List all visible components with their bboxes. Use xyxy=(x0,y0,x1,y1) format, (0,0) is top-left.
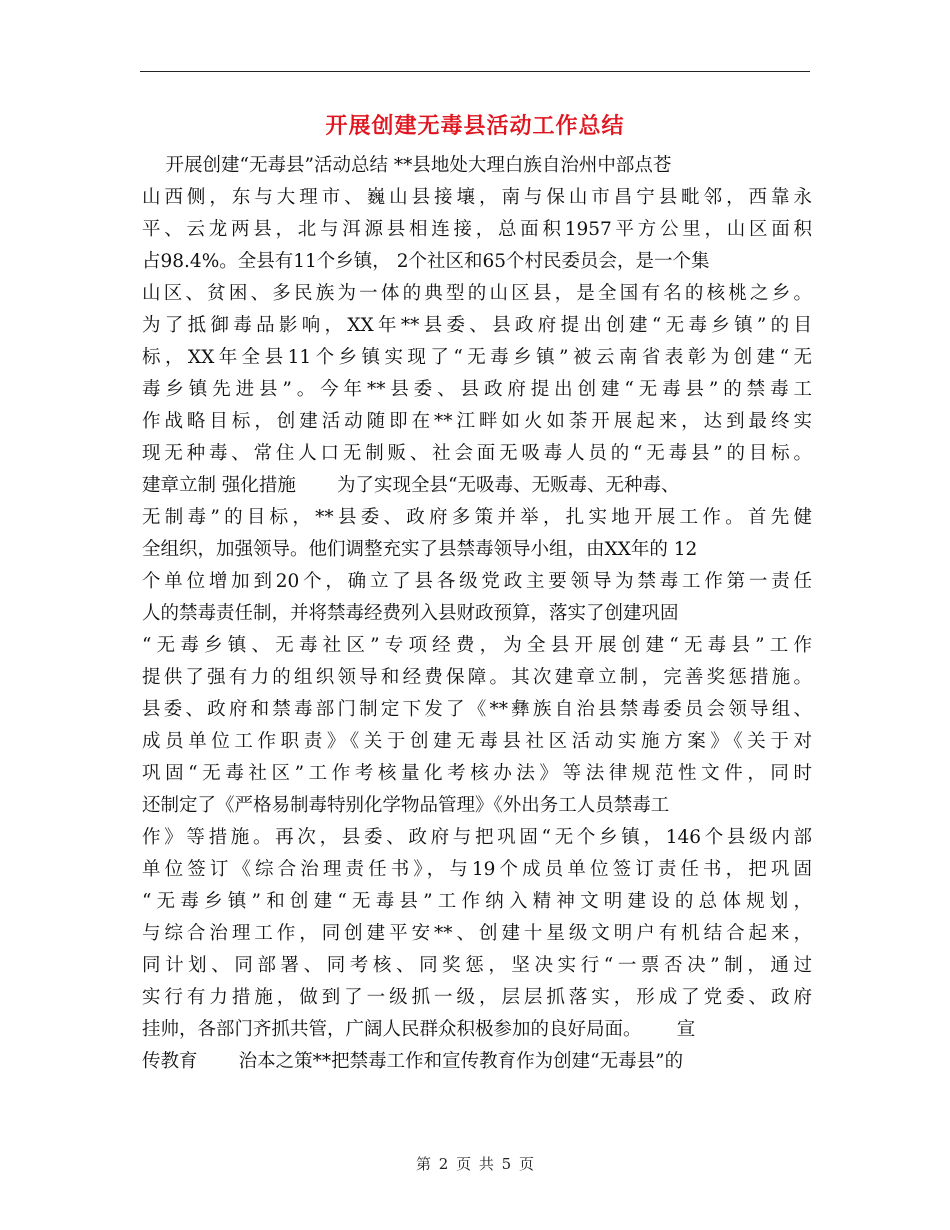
body-line: “无毒乡镇、无毒社区”专项经费，为全县开展创建“无毒县”工作 xyxy=(142,635,812,656)
body-line: 山区、贫困、多民族为一体的典型的山区县，是全国有名的核桃之乡。 xyxy=(142,283,812,304)
body-line: 作战略目标，创建活动随即在**江畔如火如荼开展起来，达到最终实 xyxy=(142,411,812,432)
body-line: 毒乡镇先进县”。今年**县委、县政府提出创建“无毒县”的禁毒工 xyxy=(142,379,812,400)
body-line: 开展创建“无毒县”活动总结 **县地处大理白族自治州中部点苍 xyxy=(142,155,672,176)
body-line: 成员单位工作职责》《关于创建无毒县社区活动实施方案》《关于对 xyxy=(142,731,812,752)
document-body xyxy=(142,150,812,1078)
body-line: 为了抵御毒品影响，XX年**县委、县政府提出创建“无毒乡镇”的目 xyxy=(142,315,812,336)
body-line: 与综合治理工作，同创建平安**、创建十星级文明户有机结合起来， xyxy=(142,923,812,944)
body-line: 占98.4%。全县有11个乡镇， 2个社区和65个村民委员会，是一个集 xyxy=(142,251,710,272)
body-line: 实行有力措施，做到了一级抓一级，层层抓落实，形成了党委、政府 xyxy=(142,987,812,1008)
body-line: 还制定了《严格易制毒特别化学物品管理》《外出务工人员禁毒工 xyxy=(142,795,670,816)
body-line: 作》等措施。再次，县委、政府与把巩固“无个乡镇，146个县级内部 xyxy=(142,827,812,848)
body-line: 无制毒”的目标，**县委、政府多策并举，扎实地开展工作。首先健 xyxy=(142,507,812,528)
header-rule xyxy=(140,71,810,72)
body-line: 传教育 治本之策**把禁毒工作和宣传教育作为创建“无毒县”的 xyxy=(142,1051,684,1072)
body-line: 建章立制 强化措施 为了实现全县“无吸毒、无贩毒、无种毒、 xyxy=(142,475,680,496)
body-line: 个单位增加到20个，确立了县各级党政主要领导为禁毒工作第一责任 xyxy=(142,571,812,592)
page-number-footer: 第 2 页 共 5 页 xyxy=(416,1155,534,1173)
body-line: 挂帅，各部门齐抓共管，广阔人民群众积极参加的良好局面。 宣 xyxy=(142,1019,696,1040)
body-line: 山西侧，东与大理市、巍山县接壤，南与保山市昌宁县毗邻，西靠永 xyxy=(142,187,812,208)
body-line: 平、云龙两县，北与洱源县相连接，总面积1957平方公里，山区面积 xyxy=(142,219,812,240)
body-line: 巩固“无毒社区”工作考核量化考核办法》等法律规范性文件，同时 xyxy=(142,763,812,784)
body-line: 单位签订《综合治理责任书》，与19个成员单位签订责任书，把巩固 xyxy=(142,859,812,880)
body-line: 同计划、同部署、同考核、同奖惩，坚决实行“一票否决”制，通过 xyxy=(142,955,812,976)
document-title: 开展创建无毒县活动工作总结 xyxy=(325,113,625,139)
body-line: 县委、政府和禁毒部门制定下发了《**彝族自治县禁毒委员会领导组、 xyxy=(142,699,812,720)
body-line: 标，XX年全县11个乡镇实现了“无毒乡镇”被云南省表彰为创建“无 xyxy=(142,347,812,368)
body-line: 全组织，加强领导。他们调整充实了县禁毒领导小组，由XX年的 12 xyxy=(142,539,698,560)
body-line: 提供了强有力的组织领导和经费保障。其次建章立制，完善奖惩措施。 xyxy=(142,667,812,688)
body-line: “无毒乡镇”和创建“无毒县”工作纳入精神文明建设的总体规划， xyxy=(142,891,812,912)
body-line: 现无种毒、常住人口无制贩、社会面无吸毒人员的“无毒县”的目标。 xyxy=(142,443,812,464)
body-line: 人的禁毒责任制，并将禁毒经费列入县财政预算，落实了创建巩固 xyxy=(142,603,679,624)
